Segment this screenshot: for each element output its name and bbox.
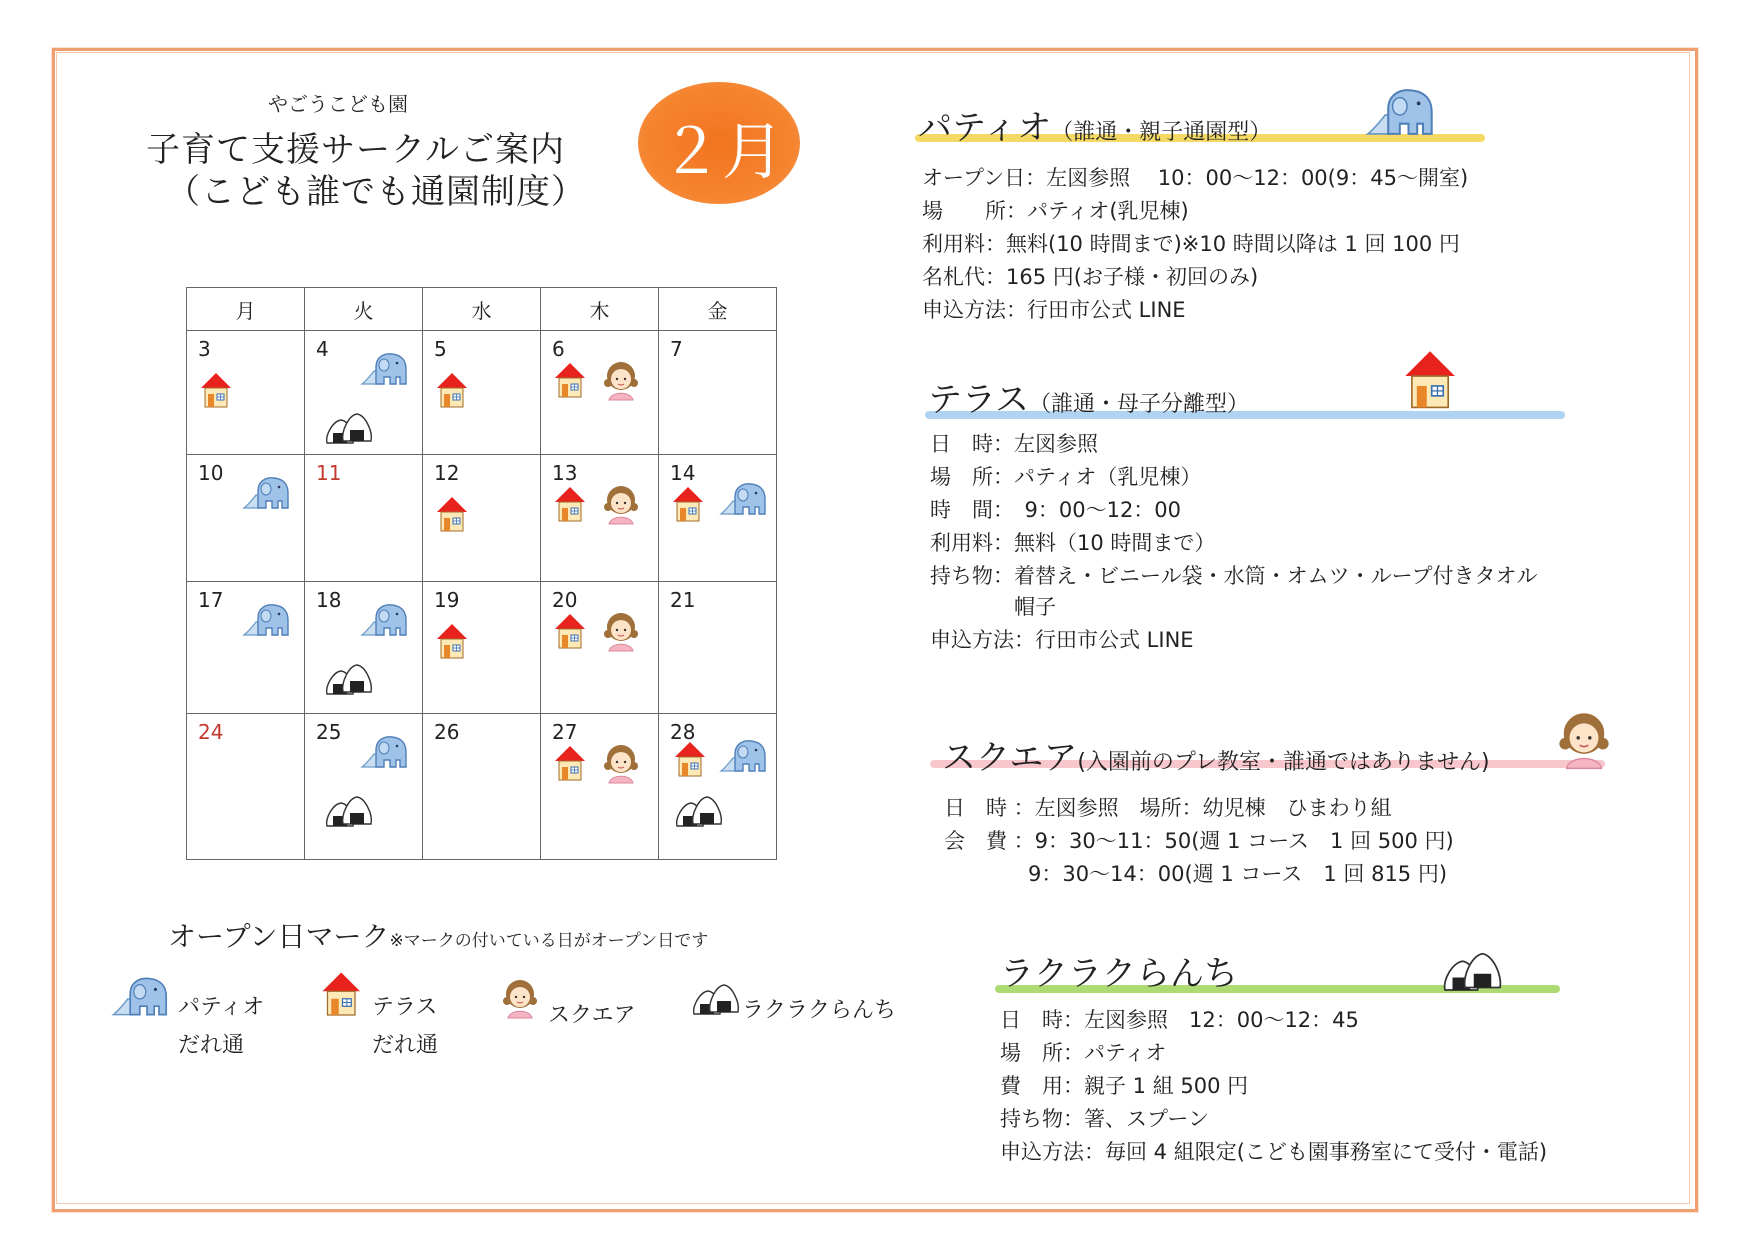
terrace-line: 帽子 [930, 595, 1056, 619]
day-number: 18 [316, 588, 342, 612]
weekday-header: 月 [187, 288, 305, 331]
rice-ball-icon [323, 411, 375, 447]
square-heading [942, 730, 1490, 779]
calendar-day-cell [423, 331, 541, 455]
day-number: 3 [198, 337, 211, 361]
girl-icon [601, 357, 641, 401]
rakuraku-line: 日 時：左図参照 12：00～12：45 [1000, 1008, 1359, 1032]
day-number: 14 [670, 461, 696, 485]
elephant-slide-icon [719, 481, 769, 517]
terrace-mark [1402, 348, 1458, 417]
calendar-day-cell [187, 455, 305, 582]
weekday-header: 水 [423, 288, 541, 331]
house-icon [673, 740, 707, 778]
terrace-mark [553, 744, 587, 786]
elephant-slide-icon [360, 351, 410, 387]
square-line: 日 時 ：左図参照 場所：幼児棟 ひまわり組 [944, 796, 1392, 820]
calendar-day-cell [541, 714, 659, 860]
day-number: 12 [434, 461, 460, 485]
elephant-slide-icon [360, 734, 410, 770]
day-number: 4 [316, 337, 329, 361]
calendar-day-cell [659, 331, 777, 455]
page-subtitle: （こども誰でも通園制度） [166, 172, 586, 212]
rakuraku-mark [1440, 950, 1505, 1000]
terrace-line: 日 時：左図参照 [930, 432, 1098, 456]
month-label: ２月 [660, 115, 785, 188]
house-icon [553, 361, 587, 399]
terrace-details [930, 428, 1538, 657]
patio-mark [360, 734, 410, 774]
calendar-day-cell [541, 331, 659, 455]
day-number: 17 [198, 588, 224, 612]
terrace-title: テラス [928, 380, 1029, 420]
calendar-day-cell [541, 582, 659, 714]
patio-subtitle: （誰通・親子通園型） [1051, 120, 1272, 145]
terrace-mark [673, 740, 707, 782]
day-number: 28 [670, 720, 696, 744]
elephant-slide-icon [360, 602, 410, 638]
terrace-mark [435, 371, 469, 413]
square-details [944, 792, 1454, 891]
square-title: スクエア [942, 738, 1078, 778]
day-number: 27 [552, 720, 578, 744]
patio-line: 利用料：無料(10 時間まで)※10 時間以降は 1 回 100 円 [922, 232, 1460, 256]
patio-mark [360, 351, 410, 391]
rice-ball-icon [673, 794, 725, 830]
rice-ball-icon [323, 794, 375, 830]
patio-mark [242, 602, 292, 642]
terrace-mark [553, 485, 587, 527]
calendar-week-row [187, 714, 777, 860]
calendar-table [186, 287, 777, 860]
terrace-mark [199, 371, 233, 413]
terrace-heading [928, 372, 1249, 421]
patio-details [922, 162, 1468, 327]
day-number: 10 [198, 461, 224, 485]
calendar-day-cell [423, 582, 541, 714]
elephant-slide-icon [111, 975, 171, 1018]
legend-terrace-sublabel: だれ通 [372, 1033, 439, 1058]
legend-patio-sublabel: だれ通 [178, 1033, 245, 1058]
square-subtitle: (入園前のプレ教室・誰通ではありません) [1077, 750, 1490, 775]
day-number: 13 [552, 461, 578, 485]
patio-mark [1365, 86, 1438, 144]
calendar-day-cell [541, 455, 659, 582]
calendar-day-cell [187, 582, 305, 714]
house-icon [435, 371, 469, 409]
day-number: 5 [434, 337, 447, 361]
square-mark [1555, 706, 1613, 776]
day-number: 19 [434, 588, 460, 612]
girl-icon [601, 481, 641, 525]
day-number: 11 [316, 461, 342, 485]
terrace-mark [435, 495, 469, 537]
house-icon [1402, 348, 1458, 411]
day-number: 6 [552, 337, 565, 361]
rakuraku-details [1000, 1004, 1547, 1169]
patio-line: 申込方法：行田市公式 LINE [922, 298, 1186, 322]
terrace-line: 場 所：パティオ（乳児棟） [930, 465, 1202, 489]
girl-icon [1555, 706, 1613, 770]
rakuraku-line: 持ち物：箸、スプーン [1000, 1107, 1209, 1131]
school-name: やごうこども園 [268, 92, 408, 116]
rakuraku-mark [323, 411, 375, 451]
girl-icon [601, 608, 641, 652]
house-icon [320, 970, 363, 1018]
day-number: 21 [670, 588, 696, 612]
calendar-day-cell [423, 714, 541, 860]
patio-heading [918, 100, 1271, 149]
weekday-header: 木 [541, 288, 659, 331]
rakuraku-line: 場 所：パティオ [1000, 1041, 1167, 1065]
day-number: 25 [316, 720, 342, 744]
square-mark [601, 357, 641, 405]
elephant-slide-icon [242, 475, 292, 511]
terrace-mark [553, 612, 587, 654]
girl-icon [500, 975, 540, 1019]
square-mark [601, 608, 641, 656]
patio-line: オープン日：左図参照 10：00～12：00(9：45～開室) [922, 166, 1469, 190]
weekday-header: 火 [305, 288, 423, 331]
terrace-line: 時 間： 9：00～12：00 [930, 498, 1182, 522]
terrace-line: 利用料：無料（10 時間まで） [930, 531, 1216, 555]
rakuraku-line: 費 用：親子 1 組 500 円 [1000, 1074, 1249, 1098]
patio-title: パティオ [918, 108, 1052, 148]
rice-ball-icon [690, 982, 742, 1018]
terrace-mark [553, 361, 587, 403]
rakuraku-mark [673, 794, 725, 834]
elephant-slide-icon [719, 738, 769, 774]
rakuraku-heading [1000, 946, 1238, 995]
calendar-week-row [187, 331, 777, 455]
rakuraku-mark [323, 794, 375, 834]
house-icon [435, 495, 469, 533]
house-icon [671, 485, 705, 523]
rakuraku-mark [690, 982, 742, 1022]
legend-terrace-label: テラス [372, 995, 438, 1020]
legend-note: ※マークの付いている日がオープン日です [389, 931, 709, 951]
rice-ball-icon [323, 662, 375, 698]
rakuraku-title: ラクラクらんち [1000, 954, 1238, 994]
patio-mark [360, 602, 410, 642]
day-number: 7 [670, 337, 683, 361]
square-mark [601, 481, 641, 529]
calendar-day-cell [659, 582, 777, 714]
square-mark [601, 740, 641, 788]
legend-rakuraku-label: ラクラクらんち [742, 998, 897, 1023]
patio-line: 場 所：パティオ(乳児棟) [922, 199, 1189, 223]
patio-mark [719, 481, 769, 521]
day-number: 20 [552, 588, 578, 612]
legend-title-text: オープン日マーク [168, 920, 390, 953]
legend-square-label: スクエア [548, 1003, 636, 1028]
elephant-slide-icon [242, 602, 292, 638]
patio-line: 名札代：165 円(お子様・初回のみ) [922, 265, 1259, 289]
calendar-day-cell [305, 714, 423, 860]
calendar-day-cell [423, 455, 541, 582]
page-title: 子育て支援サークルご案内 [146, 130, 565, 170]
calendar-day-cell [305, 331, 423, 455]
terrace-mark [435, 622, 469, 664]
house-icon [553, 612, 587, 650]
calendar-week-row [187, 455, 777, 582]
day-number: 26 [434, 720, 460, 744]
patio-mark [719, 738, 769, 778]
patio-mark [242, 475, 292, 515]
terrace-mark [320, 970, 363, 1023]
house-icon [553, 485, 587, 523]
calendar-week-row [187, 582, 777, 714]
patio-mark [111, 975, 171, 1023]
rakuraku-mark [323, 662, 375, 702]
weekday-header: 金 [659, 288, 777, 331]
elephant-slide-icon [1365, 86, 1438, 138]
calendar-day-cell [659, 455, 777, 582]
square-line: 会 費 ：9：30～11：50(週 1 コース 1 回 500 円) [944, 829, 1454, 853]
terrace-line: 持ち物：着替え・ビニール袋・水筒・オムツ・ループ付きタオル [930, 564, 1538, 588]
legend-patio-label: パティオ [178, 995, 265, 1020]
rice-ball-icon [1440, 950, 1505, 995]
terrace-line: 申込方法：行田市公式 LINE [930, 628, 1194, 652]
terrace-mark [671, 485, 705, 527]
terrace-subtitle: （誰通・母子分離型） [1028, 392, 1249, 417]
calendar-day-cell [659, 714, 777, 860]
house-icon [435, 622, 469, 660]
calendar-day-cell [305, 455, 423, 582]
girl-icon [601, 740, 641, 784]
calendar-day-cell [187, 714, 305, 860]
square-line: 9：30～14：00(週 1 コース 1 回 815 円) [944, 862, 1448, 886]
house-icon [553, 744, 587, 782]
calendar-day-cell [187, 331, 305, 455]
calendar-day-cell [305, 582, 423, 714]
square-mark [500, 975, 540, 1023]
legend-title [168, 915, 708, 955]
calendar-header-row [187, 288, 777, 331]
rakuraku-line: 申込方法：毎回 4 組限定(こども園事務室にて受付・電話) [1000, 1140, 1548, 1164]
day-number: 24 [198, 720, 224, 744]
house-icon [199, 371, 233, 409]
